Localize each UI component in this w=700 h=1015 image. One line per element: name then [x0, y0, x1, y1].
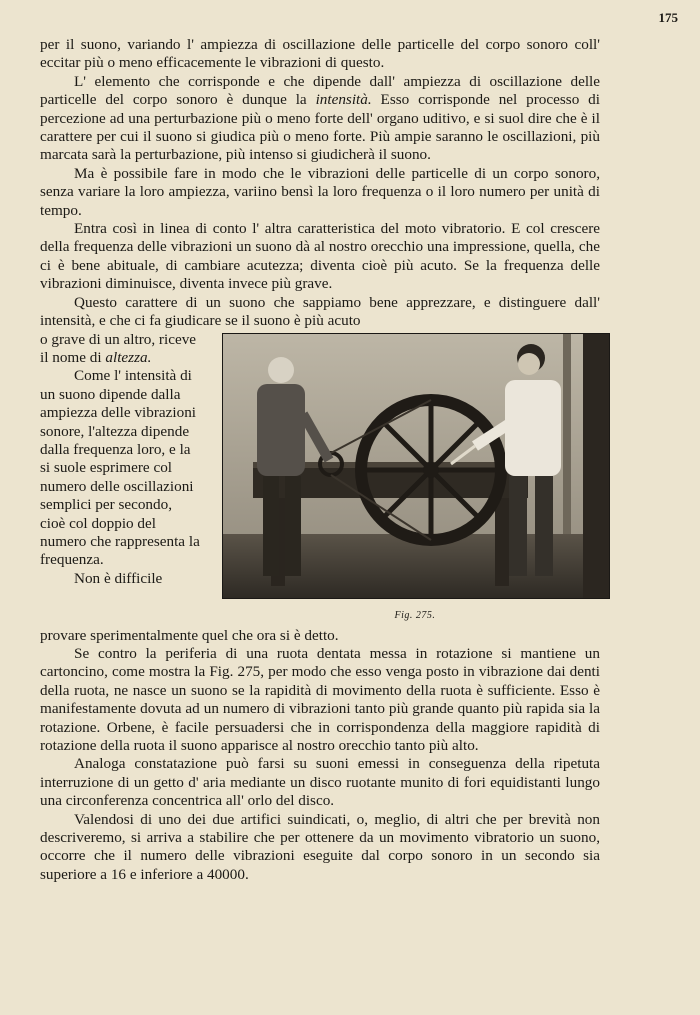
body-text	[40, 36, 600, 884]
paragraph-7b: provare sperimentalmente quel che ora si è detto.	[40, 626, 339, 644]
intensity-term: intensità.	[315, 91, 372, 109]
paragraph-5-continued: o grave di un altro, riceve il nome di altezza.	[40, 330, 197, 366]
paragraph-6: Come l' intensità di un suono dipende dalla ampiezza delle vibrazioni sonore, l'altezza dipende dalla frequenza loro, e la si suole esprimere col numero delle oscillazioni semplici per secondo, cioè col doppio del numero che rappresenta la frequenza.	[40, 367, 200, 569]
figure-caption: Fig. 275.	[394, 609, 436, 621]
altezza-term: altezza.	[105, 348, 152, 366]
paragraph-2: L' elemento che corrisponde e che dipende dall' ampiezza di oscillazione delle particelle del corpo sonoro è dunque la intensità. Esso corrisponde nel processo di percezione ad una perturbazione più o meno forte dell' organo uditivo, e si suol dire che è il carattere per cui il suono si giudica più o meno forte. Più ampie saranno le oscillazioni, più marcata sarà la perturbazione, più intenso si giudicherà il suono.	[40, 72, 600, 164]
paragraph-3: Ma è possibile fare in modo che le vibrazioni delle particelle di un corpo sonoro, senza variare la loro ampiezza, variino bensì la loro frequenza o il loro numero per unità di tempo.	[40, 164, 600, 219]
paragraph-10: Valendosi di uno dei due artifici suindicati, o, meglio, di altri che per brevità non descriveremo, si arriva a stabilire che per ottenere da un movimento vibratorio un suono, occorre che il numero delle vibrazioni eseguite dal corpo sonoro in un secondo sia superiore a 16 e inferiore a 40000.	[40, 810, 600, 883]
paragraph-4: Entra così in linea di conto l' altra caratteristica del moto vibratorio. E col crescere della frequenza delle vibrazioni un suono dà al nostro orecchio una impressione, quella, che ci è bene abituale, di cambiare acutezza; diventa cioè più acuto. Se la frequenza delle vibrazioni diminuisce, diventa invece più grave.	[40, 220, 600, 293]
paragraph-1: per il suono, variando l' ampiezza di oscillazione delle particelle del corpo sonoro coll' eccitar più o meno efficacemente le vibrazioni di questo.	[40, 36, 600, 72]
page-number: 175	[658, 10, 678, 25]
paragraph-9: Analoga constatazione può farsi su suoni emessi in conseguenza della ripetuta interruzione di un getto d' aria mediante un disco ruotante munito di fori equidistanti lungo una circonferenza concentrica all' orlo del disco.	[40, 755, 600, 810]
photo-illustration	[223, 334, 609, 598]
savart-wheel-photo	[222, 333, 610, 599]
paragraph-8: Se contro la periferia di una ruota dentata messa in rotazione si mantiene un cartoncino, come mostra la Fig. 275, per modo che esso venga posto in vibrazione dai denti della ruota, ne nasce un suono se la rapidità di movimento della ruota è sufficiente. Esso è manifestamente dovuta ad un numero di vibrazioni tanto più grande quanto più rapida sia la rotazione. Orbene, è facile persuadersi che in corrispondenza della maggiore rapidità di rotazione della ruota il suono apparisce al nostro orecchio tanto più alto.	[40, 644, 600, 754]
paragraph-7a: Non è difficile	[74, 569, 163, 587]
figure-275	[222, 333, 608, 625]
paragraph-5: Questo carattere di un suono che sappiamo bene apprezzare, e distinguere dall' intensità, e che ci fa giudicare se il suono è più acuto	[40, 293, 600, 330]
